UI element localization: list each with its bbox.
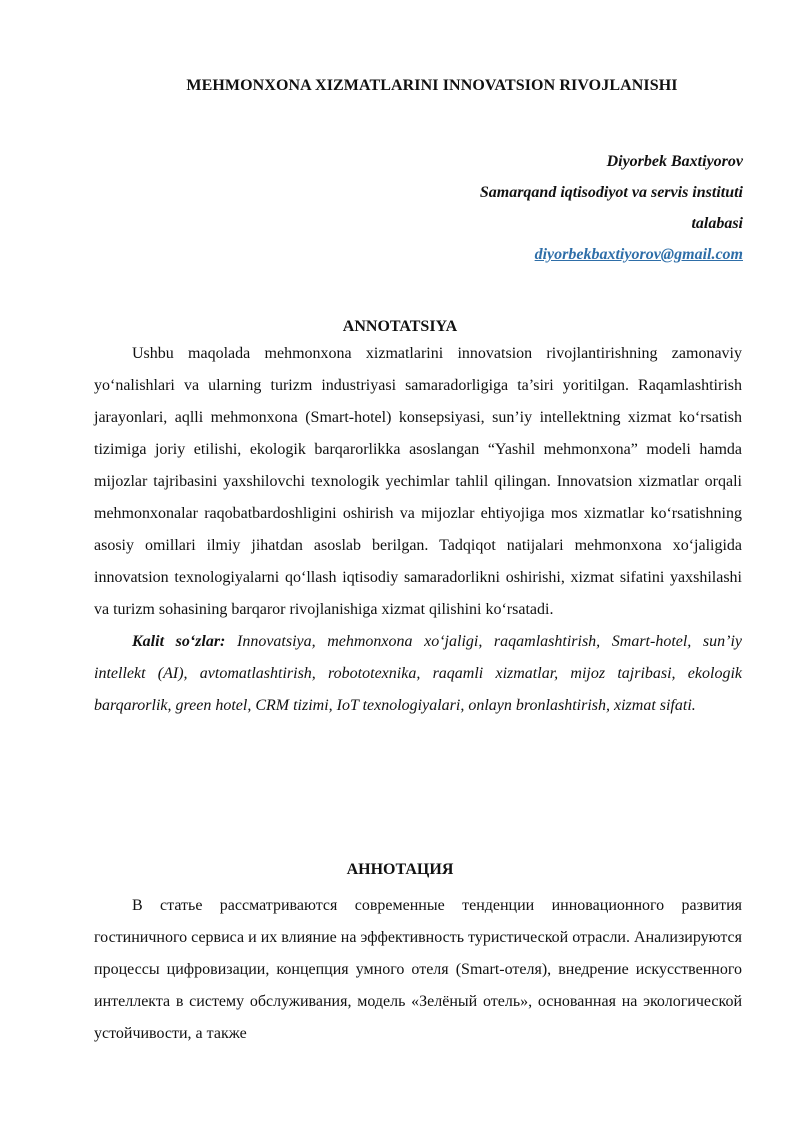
paper-title: MEHMONXONA XIZMATLARINI INNOVATSION RIVOJLANISHI <box>186 77 678 94</box>
author-institution: Samarqand iqtisodiyot va servis instituti <box>479 184 743 201</box>
author-status: talabasi <box>691 215 743 232</box>
annotation-uz-heading: ANNOTATSIYA <box>342 318 458 335</box>
annotation-uz-section <box>94 338 742 722</box>
author-name: Diyorbek Baxtiyorov <box>606 153 743 170</box>
author-block <box>480 146 743 270</box>
keywords-text: Innovatsiya, mehmonxona xo‘jaligi, raqamlashtirish, Smart-hotel, sun’iy intellekt (AI), avtomatlashtirish, robototexnika, raqamli xizmatlar, mijoz tajribasi, ekologik barqarorlik, green hotel, CRM tizimi, IoT texnologiyalari, onlayn bronlashtirish, xizmat sifati. <box>94 633 743 714</box>
keywords-label: Kalit so‘zlar: <box>132 633 226 650</box>
annotation-ru-body: В статье рассматриваются современные тенденции инновационного развития гостиничного сервиса и их влияние на эффективность туристической отрасли. Анализируются процессы цифровизации, концепция умного отеля (Smart-отеля), внедрение искусственного интеллекта в систему обслуживания, модель «Зелёный отель», основанная на экологической устойчивости, а также <box>94 897 742 1042</box>
annotation-uz-body: Ushbu maqolada mehmonxona xizmatlarini innovatsion rivojlantirishning zamonaviy yo‘nalishlari va ularning turizm industriyasi samaradorligiga ta’siri yoritilgan. Raqamlashtirish jarayonlari, aqlli mehmonxona (Smart-hotel) konsepsiyasi, sun’iy intellektning xizmat ko‘rsatish tizimiga joriy etilishi, ekologik barqarorlikka asoslangan “Yashil mehmonxona” modeli hamda mijozlar tajribasini yaxshilovchi texnologik yechimlar tahlil qilingan. Innovatsion xizmatlar orqali mehmonxonalar raqobatbardoshligini oshirish va mijozlar ehtiyojiga mos xizmatlar ko‘rsatishning asosiy omillari ilmiy jihatdan asoslab berilgan. Tadqiqot natijalari mehmonxona xo‘jaligida innovatsion texnologiyalarni qo‘llash iqtisodiy samaradorlikni oshirishi, xizmat sifatini yaxshilashi va turizm sohasining barqaror rivojlanishiga xizmat qilishini ko‘rsatadi. <box>94 345 742 618</box>
keywords-paragraph <box>94 626 742 722</box>
author-email-link[interactable]: diyorbekbaxtiyorov@gmail.com <box>534 246 743 263</box>
annotation-ru-section <box>94 890 742 1050</box>
annotation-ru-heading: АННОТАЦИЯ <box>346 861 454 878</box>
